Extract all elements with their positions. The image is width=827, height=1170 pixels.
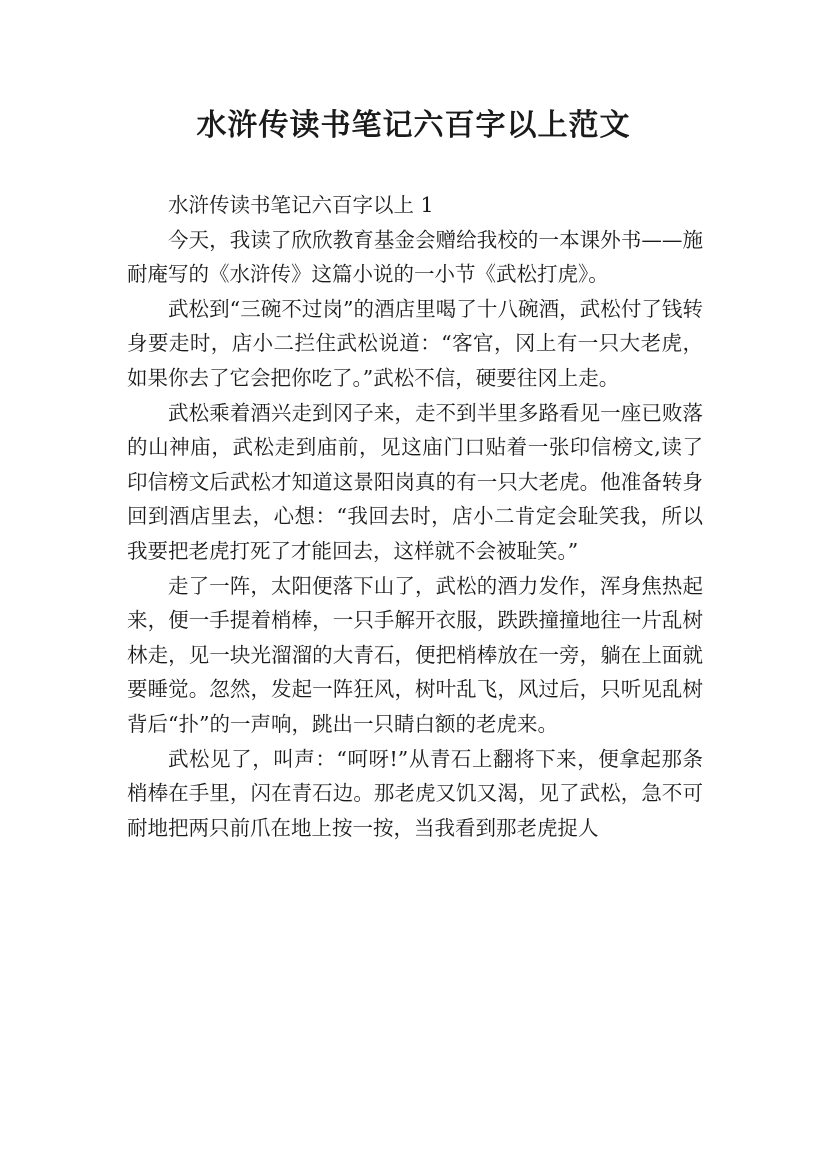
- section-heading: 水浒传读书笔记六百字以上 1: [168, 193, 434, 217]
- document-title: 水浒传读书笔记六百字以上范文: [196, 108, 631, 143]
- paragraph: 武松乘着酒兴走到冈子来，走不到半里多路看见一座已败落的山神庙，武松走到庙前，见这庙门口贴着一张印信榜文,读了印信榜文后武松才知道这景阳岗真的有一只大老虎。他准备转身回到酒店里去，心想：“我回去时，店小二肯定会耻笑我，所以我要把老虎打死了才能回去，这样就不会被耻笑。”: [127, 400, 703, 563]
- paragraph: 武松见了，叫声：“呵呀!”从青石上翻将下来，便拿起那条梢棒在手里，闪在青石边。那老虎又饥又渴，见了武松，急不可耐地把两只前爪在地上按一按，当我看到那老虎捉人: [127, 746, 703, 840]
- paragraph: 武松到“三碗不过岗”的酒店里喝了十八碗酒，武松付了钱转身要走时，店小二拦住武松说道：“客官，冈上有一只大老虎，如果你去了它会把你吃了。”武松不信，硬要往冈上走。: [127, 296, 703, 390]
- paragraph: 走了一阵，太阳便落下山了，武松的酒力发作，浑身焦热起来，便一手提着梢棒，一只手解开衣服，跌跌撞撞地往一片乱树林走，见一块光溜溜的大青石，便把梢棒放在一旁，躺在上面就要睡觉。忽然，发起一阵狂风，树叶乱飞，风过后，只听见乱树背后“扑”的一声响，跳出一只睛白额的老虎来。: [127, 573, 703, 736]
- document-body: [127, 188, 703, 845]
- paragraph: 今天，我读了欣欣教育基金会赠给我校的一本课外书——施耐庵写的《水浒传》这篇小说的一小节《武松打虎》。: [127, 227, 703, 287]
